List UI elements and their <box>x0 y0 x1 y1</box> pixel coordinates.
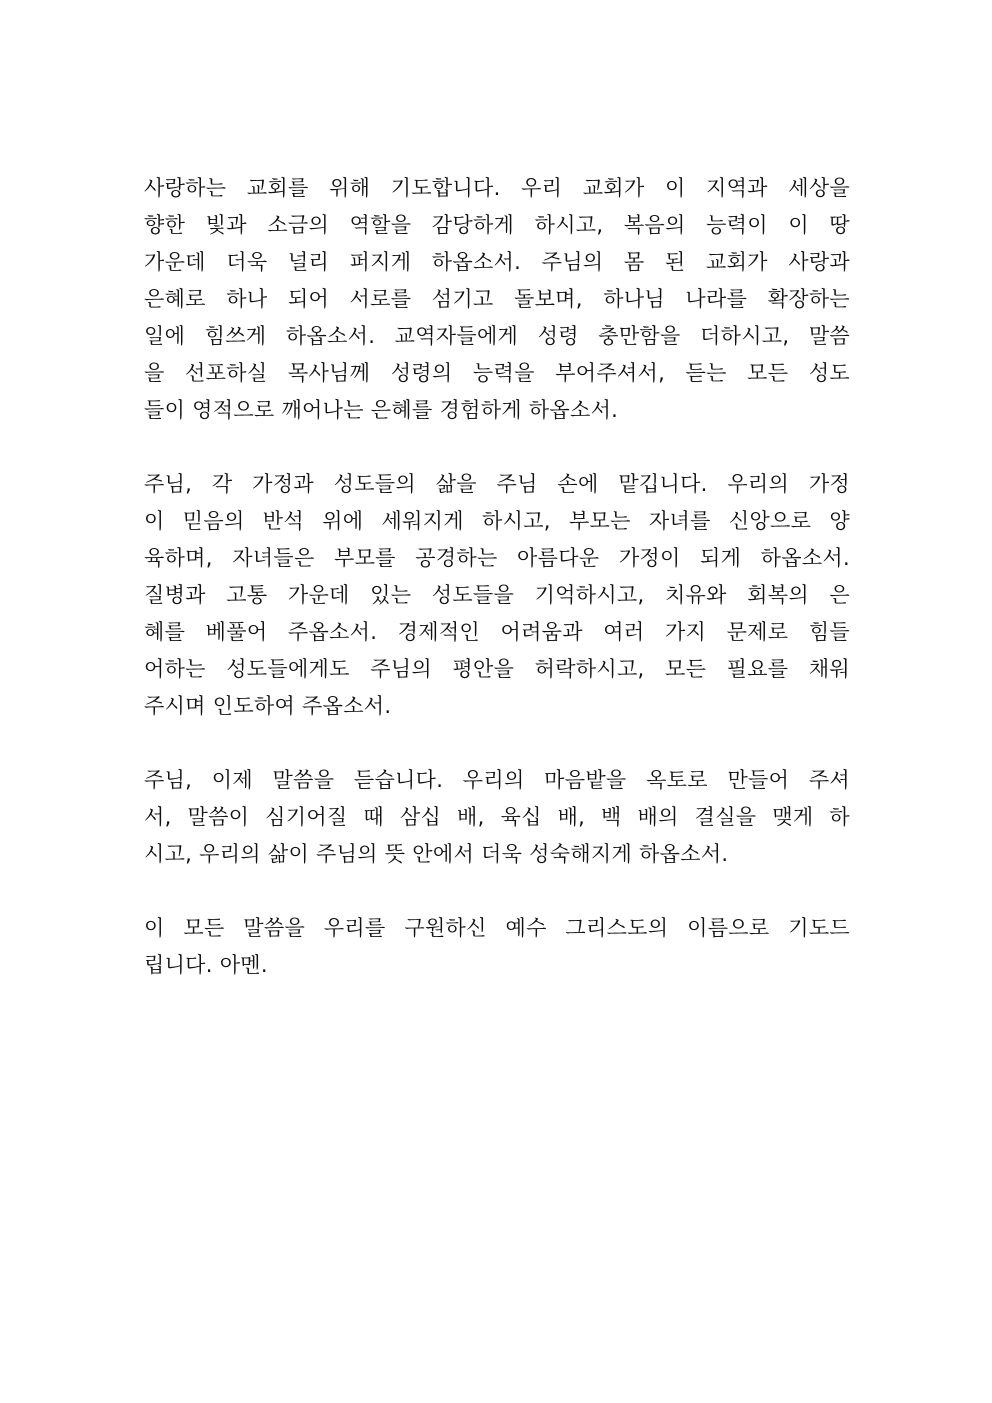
text-line: 어하는 성도들에게도 주님의 평안을 허락하시고, 모든 필요를 채워 <box>144 657 850 681</box>
text-line: 사랑하는 교회를 위해 기도합니다. 우리 교회가 이 지역과 세상을 <box>144 176 850 200</box>
text-line: 주님, 각 가정과 성도들의 삶을 주님 손에 맡깁니다. 우리의 가정 <box>144 472 850 496</box>
paragraph-families <box>144 466 850 725</box>
text-line: 혜를 베풀어 주옵소서. 경제적인 어려움과 여러 가지 문제로 힘들 <box>144 620 850 644</box>
text-line: 이 모든 말씀을 우리를 구원하신 예수 그리스도의 이름으로 기도드 <box>144 916 850 940</box>
text-line: 질병과 고통 가운데 있는 성도들을 기억하시고, 치유와 회복의 은 <box>144 583 850 607</box>
text-line: 이 믿음의 반석 위에 세워지게 하시고, 부모는 자녀를 신앙으로 양 <box>144 509 850 533</box>
text-line: 립니다. 아멘. <box>144 953 268 977</box>
paragraph-closing <box>144 910 850 984</box>
text-line: 가운데 더욱 널리 퍼지게 하옵소서. 주님의 몸 된 교회가 사랑과 <box>144 250 850 274</box>
text-line: 들이 영적으로 깨어나는 은혜를 경험하게 하옵소서. <box>144 398 619 422</box>
text-line: 육하며, 자녀들은 부모를 공경하는 아름다운 가정이 되게 하옵소서. <box>144 546 850 570</box>
text-line: 일에 힘쓰게 하옵소서. 교역자들에게 성령 충만함을 더하시고, 말씀 <box>144 324 850 348</box>
text-line: 시고, 우리의 삶이 주님의 뜻 안에서 더욱 성숙해지게 하옵소서. <box>144 842 729 866</box>
paragraph-word <box>144 762 850 873</box>
text-line: 주시며 인도하여 주옵소서. <box>144 694 392 718</box>
text-line: 을 선포하실 목사님께 성령의 능력을 부어주셔서, 듣는 모든 성도 <box>144 361 850 385</box>
prayer-text <box>144 170 850 1021</box>
text-line: 주님, 이제 말씀을 듣습니다. 우리의 마음밭을 옥토로 만들어 주셔 <box>144 768 850 792</box>
text-line: 은혜로 하나 되어 서로를 섬기고 돌보며, 하나님 나라를 확장하는 <box>144 287 850 311</box>
text-line: 향한 빛과 소금의 역할을 감당하게 하시고, 복음의 능력이 이 땅 <box>144 213 850 237</box>
text-line: 서, 말씀이 심기어질 때 삼십 배, 육십 배, 백 배의 결실을 맺게 하 <box>144 805 850 829</box>
paragraph-church <box>144 170 850 429</box>
